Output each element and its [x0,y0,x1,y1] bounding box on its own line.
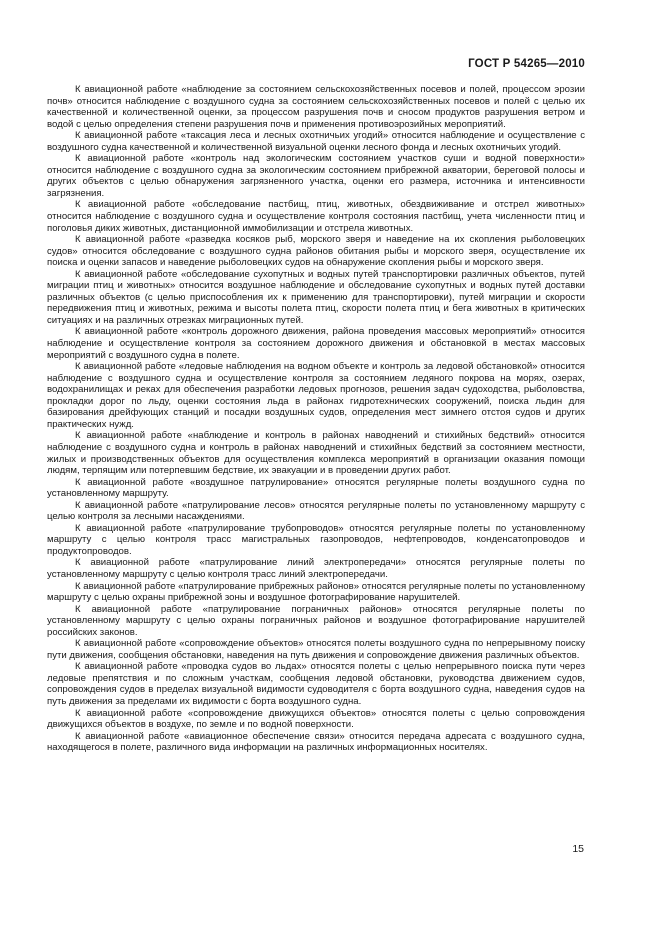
paragraph: К авиационной работе «проводка судов во льдах» относятся полеты с целью непрерывного поиска пути через ледовые препятствия и по сложным участкам, сообщения ледовой обстановки, руководства движением судов, сопровождения судов в пределах визуальной видимости судоводителя с борта воздушного судна, наведения судов на путь движения за пределами их видимости с борта воздушного судна. [47,661,585,707]
paragraph: К авиационной работе «сопровождение объектов» относятся полеты воздушного судна по непрерывному поиску пути движения, сообщения обстановки, наведения на путь движения и сопровождение движения различных объектов. [47,638,585,661]
paragraph: К авиационной работе «авиационное обеспечение связи» относится передача адресата с воздушного судна, находящегося в полете, различного вида информации на различных информационных носителях. [47,730,585,754]
paragraph: К авиационной работе «сопровождение движущихся объектов» относятся полеты с целью сопровождения движущихся объектов в воздухе, по земле и по водной поверхности. [47,707,585,731]
paragraph: К авиационной работе «обследование сухопутных и водных путей транспортировки различных объектов, путей миграции птиц и животных» относится воздушное наблюдение и обследование сухопутных и водных путей доставки различных объектов (с целью приспособления их к применению для транспортировки), путей миграции и скорости передвижения птиц и животных, режима и высоты полета птиц, скорости полета птиц и бега животных в критических ситуациях и на различных отрезках миграционных путей. [47,268,585,326]
paragraph: К авиационной работе «наблюдение и контроль в районах наводнений и стихийных бедствий» относится наблюдение с воздушного судна и контроль в районах наводнений и стихийных бедствий за состоянием местности, жилых и производственных объектов для осуществления комплекса мероприятий в организации оказания помощи людям, терпящим или потерпевшим бедствие, их эвакуации и в проведении других работ. [47,430,585,477]
document-body [47,84,585,754]
paragraph: К авиационной работе «обследование пастбищ, птиц, животных, обездвиживание и отстрел животных» относится наблюдение с воздушного судна и осуществление контроля состояния пастбищ, учета численности птиц и поголовья диких животных, дистанционной иммобилизации и отстрела животных. [47,199,585,234]
paragraph: К авиационной работе «наблюдение за состоянием сельскохозяйственных посевов и полей, процессом эрозии почв» относится наблюдение с воздушного судна за состоянием сельскохозяйственных посевов и полей с целью их качественной и количественной оценки, за процессом разрушения почв и сносом продуктов разрушения ветром и водой с целью определения степени разрушения почв и применения противоэрозийных мероприятий. [47,84,585,130]
paragraph: К авиационной работе «патрулирование прибрежных районов» относятся регулярные полеты по установленному маршруту с целью охраны прибрежной зоны и воздушное фотографирование нарушителей. [47,580,585,604]
paragraph: К авиационной работе «патрулирование линий электропередачи» относятся регулярные полеты по установленному маршруту с целью контроля трасс линий электропередачи. [47,557,585,580]
paragraph: К авиационной работе «разведка косяков рыб, морского зверя и наведение на их скопления рыболовецких судов» относится обследование с воздушного судна районов обитания рыбы и морского зверя, осуществление их поиска и оценки запасов и наведение рыболовецких судов на обнаружение скопления рыбы и морского зверя. [47,234,585,269]
document-code-header: ГОСТ Р 54265—2010 [468,58,585,70]
page-number: 15 [572,843,584,855]
paragraph: К авиационной работе «ледовые наблюдения на водном объекте и контроль за ледовой обстановкой» относится наблюдение с воздушного судна и осуществление контроля за состоянием ледяного покрова на морях, озерах, водохранилищах и реках для обеспечения разработки ледовых прогнозов, решения задач судоходства, рыболовства, прокладки дорог по льду, оценки состояния льда в районах гидротехнических сооружений, поиска льдин для базирования дрейфующих станций и посадки воздушных судов, определения мест зимнего отстоя судов и других практических нужд. [47,361,585,430]
paragraph: К авиационной работе «патрулирование лесов» относятся регулярные полеты по установленному маршруту с целью контроля за лесными насаждениями. [47,499,585,523]
paragraph: К авиационной работе «патрулирование пограничных районов» относятся регулярные полеты по установленному маршруту с целью охраны пограничных районов и воздушное фотографирование нарушителей российских законов. [47,603,585,638]
paragraph: К авиационной работе «контроль дорожного движения, района проведения массовых мероприятий» относится наблюдение и осуществление контроля за состоянием дорожного движения и обстановкой в местах массовых мероприятий с воздушного судна в полете. [47,326,585,361]
paragraph: К авиационной работе «воздушное патрулирование» относятся регулярные полеты воздушного судна по установленному маршруту. [47,476,585,500]
paragraph: К авиационной работе «контроль над экологическим состоянием участков суши и водной поверхности» относится наблюдение с воздушного судна за экологическим состоянием прибрежной акватории, береговой полосы и других объектов с целью обнаружения загрязненного участка, оценки его размера, источника и интенсивности загрязнения. [47,153,585,199]
paragraph: К авиационной работе «патрулирование трубопроводов» относятся регулярные полеты по установленному маршруту с целью контроля трасс магистральных газопроводов, нефтепроводов, конденсатопроводов и продуктопроводов. [47,522,585,557]
paragraph: К авиационной работе «таксация леса и лесных охотничьих угодий» относится наблюдение и осуществление с воздушного судна качественной и количественной визуальной оценки лесного фонда и лесных охотничьих угодий. [47,130,585,153]
